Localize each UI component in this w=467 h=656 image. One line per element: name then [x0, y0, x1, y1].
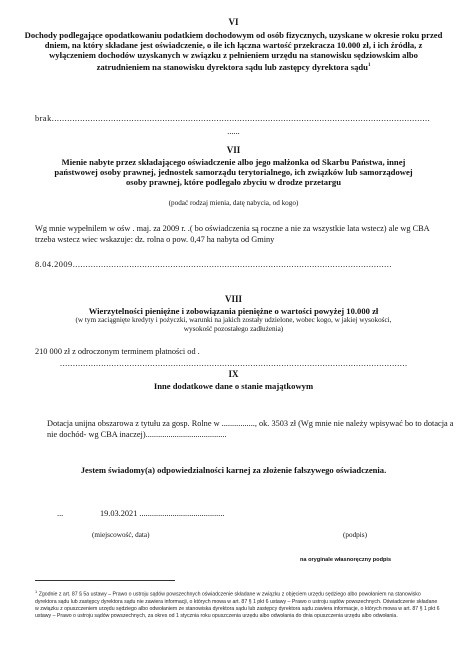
section-vii-title: Mienie nabyte przez składającego oświadczenie albo jego małżonka od Skarbu Państwa, innej państwowej osoby prawnej, jednostek samorządu terytorialnego, ich związków lub samorządowej osoby prawnej, które podlegało zbyciu w drodze przetargu [54, 157, 413, 188]
section-vii-date: 8.04.2009 [35, 260, 73, 269]
dotted-line: ................................................................................................................................................... [51, 114, 431, 123]
section-ix-number: IX [228, 369, 239, 379]
section-ix-answer [35, 419, 457, 440]
section-ix-title: Inne dodatkowe dane o stanie majątkowym [153, 381, 314, 391]
section-vii-hint: (podać rodzaj mienia, datę nabycia, od kogo) [168, 199, 299, 207]
place-date-label: (miejscowość, data) [92, 531, 150, 539]
section-vii-answer-text: Wg mnie wypełnilem w ośw . maj. za 2009 r. .( bo oświadczenia są roczne a nie za wszystkie lata wstecz) ale wg CBA trzeba wstecz wiec wskazuje: dz. rolna o pow. 0,47 ha nabyta od Gminy [35, 224, 430, 244]
signature-lead-dots: ... [57, 509, 64, 518]
signature-label: (podpis) [343, 531, 367, 539]
section-vi-title [22, 30, 445, 72]
section-viii-title: Wierzytelności pieniężne i zobowiązania pieniężne o wartości powyżej 10.000 zł [88, 306, 379, 316]
section-vii-date-line [35, 260, 440, 271]
dotted-line: ....................................... [145, 429, 227, 439]
signature-date-line [100, 509, 224, 520]
section-vii-answer [35, 224, 445, 245]
dotted-line: ......................................... [139, 509, 225, 518]
footnote [35, 588, 440, 620]
footnote-rule [35, 580, 175, 581]
signature-date: 19.03.2021 [100, 509, 138, 518]
section-viii-hint: (w tym zaciągnięte kredyty i pożyczki, warunki na jakich zostały udzielone, wobec kogo, w jakiej wysokości, wysokość pozostałego zadłużenia) [75, 316, 392, 333]
section-vi-number: VI [228, 17, 239, 27]
section-vi-answer: brak [35, 114, 52, 123]
section-viii-answer: 210 000 zł z odroczonym terminem płatności od . [35, 347, 200, 356]
original-signature-note: na oryginale własnoręczny podpis [300, 557, 392, 563]
section-vii-number: VII [226, 145, 241, 155]
section-vi-title-text: Dochody podlegające opodatkowaniu podatkiem dochodowym od osób fizycznych, uzyskane w okresie roku przed dniem, na który składane jest oświadczenie, o ile ich łączna wartość przekracza 10.000 zł, i ich źródła, z wyłączeniem dochodów uzyskanych w związku z pełnieniem urzędu na stanowisku sędziowskim albo zatrudnieniem na stanowisku dyrektora sądu lub zastępcy dyrektora sądu [24, 30, 443, 72]
section-vi-dots: ...... [227, 127, 240, 136]
dotted-line: ................ [221, 419, 255, 428]
section-ix-answer-part-b: , ok. 3503 zł (Wg mnie nie należy wpisywać bo to dotacja a nie dochód- wg CBA inaczej) [47, 419, 454, 439]
section-vi-answer-line [35, 114, 440, 125]
footnote-text: Zgodnie z art. 87 § 5a ustawy – Prawo o ustroju sądów powszechnych oświadczenie składane w związku z objęciem urzędu sędziego albo powołaniem na stanowisko dyrektora sądu lub zastępcy dyrektora sądu nie zawiera informacji, o których mowa w art. 87 § 1 pkt 6 ustawy – Prawo o ustroju sądów powszechnych. Oświadczenie składane w związku z opuszczeniem urzędu sędziego albo odwołaniem ze stanowiska dyrektora sądu lub zastępcy dyrektora sądu zawiera informacje, o których mowa w art. 87 § 1 pkt 6 ustawy – Prawo o ustroju sądów powszechnych, za okres od 1 stycznia roku opuszczenia urzędu albo odwołania do dnia opuszczenia urzędu albo odwołania. [35, 591, 440, 620]
section-viii-dots: ....................................................................................................................................... [60, 359, 408, 368]
section-ix-answer-part-a: Dotacja unijna obszarowa z tytułu za gosp. Rolne w [47, 419, 220, 428]
declaration: Jestem świadomy(a) odpowiedzialności karnej za złożenie fałszywego oświadczenia. [80, 465, 387, 475]
footnote-mark: 1 [35, 589, 38, 594]
section-viii-number: VIII [224, 294, 242, 304]
dotted-line: ............................................................................................................................ [72, 260, 392, 269]
footnote-ref: 1 [367, 62, 371, 68]
